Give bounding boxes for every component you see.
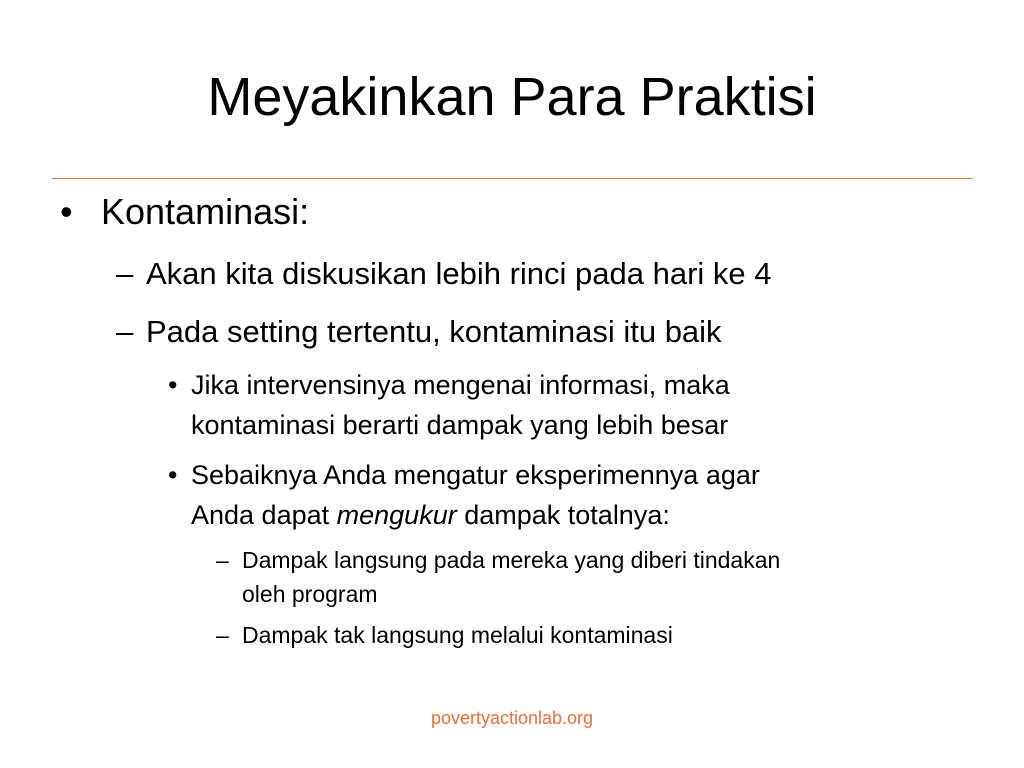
bullet-kontaminasi: Kontaminasi: [101,191,310,232]
bullet-marker: • [168,370,178,400]
level4-item-tak-langsung: Dampak tak langsung melalui kontaminasi [242,622,673,648]
dash-marker: – [116,256,134,291]
sub-sub-bullet-intervensi-cont: kontaminasi berarti dampak yang lebih besar [191,410,729,440]
title-divider [52,178,973,179]
level4-item-langsung: Dampak langsung pada mereka yang diberi tindakan [242,547,781,573]
footer-url: povertyactionlab.org [430,708,594,728]
text-run: dampak totalnya: [456,500,670,530]
sub-sub-bullet-eksperimen: Sebaiknya Anda mengatur eksperimennya agar [191,460,760,490]
sub-bullet-diskusi: Akan kita diskusikan lebih rinci pada hari ke 4 [146,256,772,291]
text-run: Anda dapat [191,500,337,530]
dash-marker: – [116,314,134,349]
bullet-marker: • [60,191,73,232]
sub-sub-bullet-intervensi: Jika intervensinya mengenai informasi, maka [191,370,730,400]
emphasis-mengukur: mengukur [336,500,457,530]
sub-sub-bullet-eksperimen-cont [191,495,670,535]
dash-marker: – [216,622,229,648]
sub-bullet-setting: Pada setting tertentu, kontaminasi itu baik [146,314,722,349]
dash-marker: – [216,547,229,573]
level4-item-langsung-cont: oleh program [242,581,378,607]
slide-title: Meyakinkan Para Praktisi [207,67,817,127]
bullet-marker: • [168,460,178,490]
